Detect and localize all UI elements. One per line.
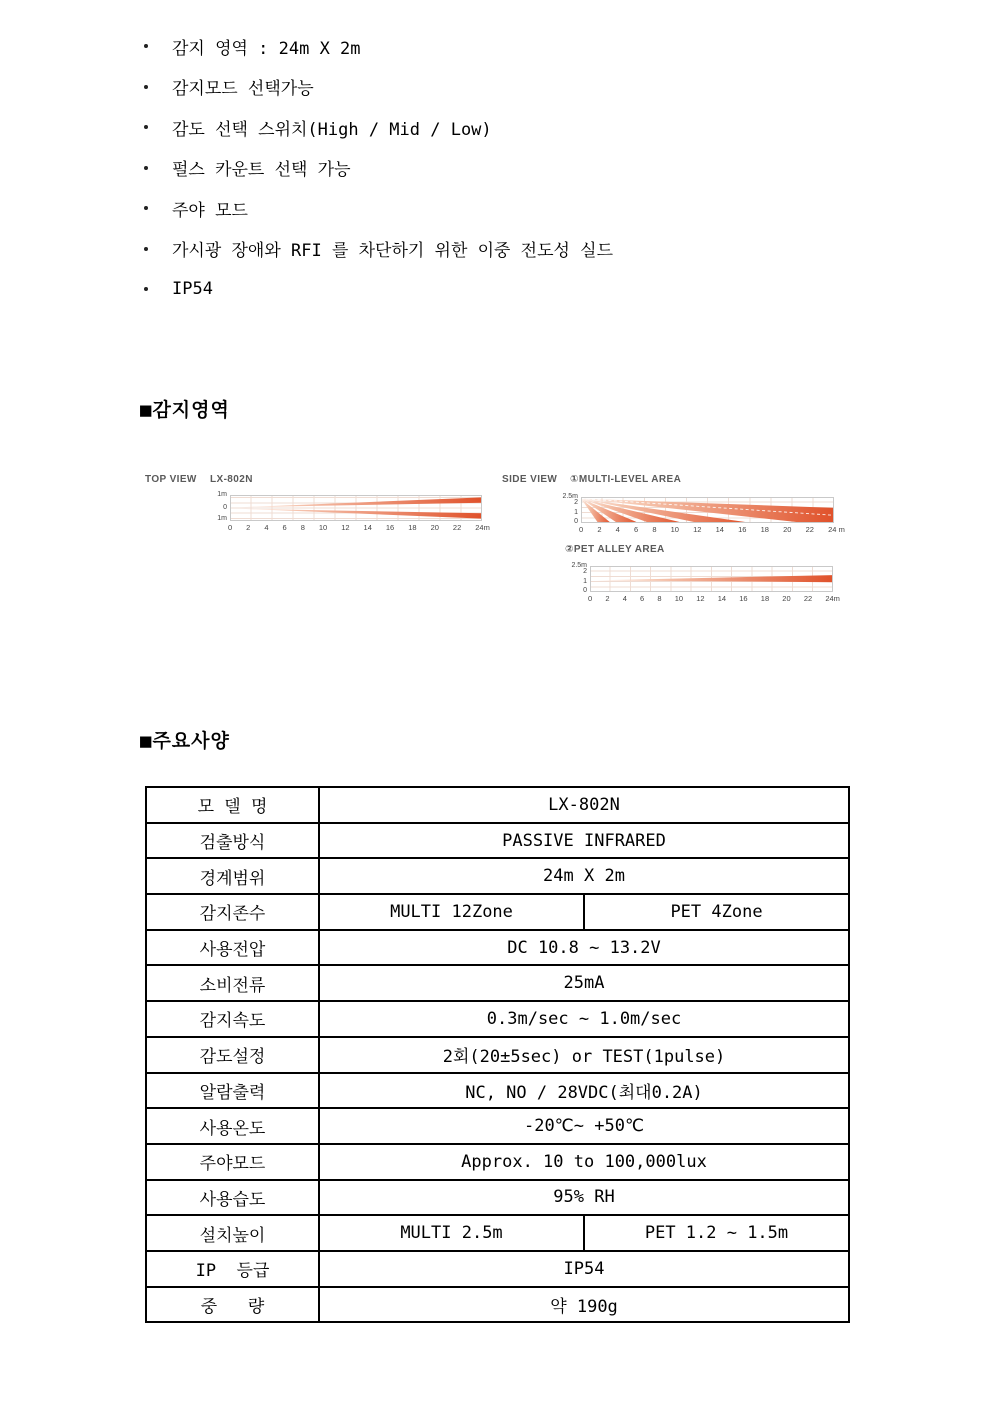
axis-tick: 2 [583,568,587,575]
spec-value: 95% RH [319,1180,849,1216]
spec-value: 2회(20±5sec) or TEST(1pulse) [319,1037,849,1073]
list-item [140,26,840,67]
bullet-icon [144,125,148,129]
spec-value: MULTI 12Zone [319,894,584,930]
table-row [146,787,849,823]
bullet-icon [144,44,148,48]
bullet-icon [144,206,148,210]
axis-tick: 1 [583,578,587,585]
spec-label: 경계범위 [146,858,319,894]
feature-text: 감도 선택 스위치(High / Mid / Low) [172,119,492,140]
section-title-specs: ■주요사양 [140,730,230,752]
list-item [140,107,840,148]
section-title-detection-area: ■감지영역 [140,399,230,421]
table-row [146,1251,849,1287]
bullet-icon [144,247,148,251]
axis-tick: 8 [300,523,305,532]
model-label: LX-802N [210,474,253,485]
axis-tick: 2 [605,594,610,603]
axis-tick: 24m [825,594,840,603]
list-item [140,269,840,310]
spec-label: 감도설정 [146,1037,319,1073]
table-row [146,823,849,859]
axis-tick: 4 [622,594,627,603]
axis-tick: 4 [264,523,269,532]
spec-label: 주야모드 [146,1144,319,1180]
axis-tick: 10 [318,523,328,532]
list-item [140,229,840,270]
multi-level-beam-svg [581,497,834,523]
axis-tick: 22 [803,594,813,603]
axis-tick: 18 [408,523,417,532]
spec-label: 모 델 명 [146,787,319,823]
axis-tick: 1m [217,491,227,498]
spec-value: PET 4Zone [584,894,849,930]
axis-tick: 8 [652,525,657,534]
table-row [146,1144,849,1180]
spec-value: 0.3m/sec ~ 1.0m/sec [319,1001,849,1037]
spec-label: 검출방식 [146,823,319,859]
axis-tick: 10 [670,525,679,534]
pet-alley-chart [571,562,840,603]
table-row [146,1037,849,1073]
axis-tick: 22 [452,523,462,532]
top-view-chart [217,491,490,532]
spec-label: 사용전압 [146,930,319,966]
table-row [146,1287,849,1323]
spec-label: 사용온도 [146,1108,319,1144]
axis-tick: 0 [228,523,233,532]
multi-level-chart [562,493,845,534]
list-item [140,67,840,108]
axis-tick: 16 [738,525,747,534]
axis-tick: 14 [715,525,724,534]
table-row [146,1108,849,1144]
axis-tick: 8 [657,594,662,603]
feature-text: 감지모드 선택가능 [172,79,314,100]
axis-tick: 1m [217,515,227,522]
feature-text: 감지 영역 : 24m X 2m [172,38,361,59]
spec-label: 감지존수 [146,894,319,930]
axis-tick: 14 [363,523,372,532]
axis-tick: 20 [783,525,792,534]
axis-tick: 6 [640,594,645,603]
axis-tick: 1 [574,509,578,516]
spec-value: 25mA [319,965,849,1001]
table-row [146,894,849,930]
axis-tick: 12 [696,594,705,603]
spec-value: -20℃~ +50℃ [319,1108,849,1144]
axis-tick: 18 [760,594,770,603]
spec-value: DC 10.8 ~ 13.2V [319,930,849,966]
spec-label: 알람출력 [146,1073,319,1109]
table-row [146,1001,849,1037]
top-view-label: TOP VIEW [145,474,197,485]
spec-value: IP54 [319,1251,849,1287]
axis-tick: 22 [805,525,814,534]
bullet-icon [144,85,148,89]
table-row [146,1073,849,1109]
axis-tick: 16 [385,523,395,532]
spec-label: 설치높이 [146,1215,319,1251]
axis-tick: 14 [717,594,727,603]
spec-value: Approx. 10 to 100,000lux [319,1144,849,1180]
axis-tick: 24 m [828,525,845,534]
axis-tick: 2 [597,525,602,534]
spec-label: IP 등급 [146,1251,319,1287]
axis-tick: 0 [574,518,578,525]
axis-tick: 4 [615,525,620,534]
bullet-icon [144,287,148,291]
feature-text: IP54 [172,279,213,300]
feature-list [140,26,840,310]
axis-tick: 12 [341,523,350,532]
spec-value: MULTI 2.5m [319,1215,584,1251]
feature-text: 가시광 장애와 RFI 를 차단하기 위한 이중 전도성 실드 [172,241,614,262]
axis-tick: 2 [574,499,578,506]
spec-label: 소비전류 [146,965,319,1001]
side-view-label: SIDE VIEW [502,474,558,485]
table-row [146,930,849,966]
table-row [146,1215,849,1251]
spec-label: 사용습도 [146,1180,319,1216]
spec-label: 감지속도 [146,1001,319,1037]
axis-tick: 20 [430,523,439,532]
axis-tick: 10 [674,594,684,603]
list-item [140,188,840,229]
bullet-icon [144,166,148,170]
axis-tick: 12 [693,525,702,534]
pet-alley-beam-svg [590,566,833,592]
feature-text: 주야 모드 [172,200,248,221]
spec-value: 24m X 2m [319,858,849,894]
spec-label: 중 량 [146,1287,319,1323]
axis-tick: 2 [246,523,251,532]
table-row [146,1180,849,1216]
pet-alley-x-axis [588,594,840,603]
pet-alley-area-label: ②PET ALLEY AREA [565,544,665,555]
axis-tick: 2.5m [571,562,587,569]
spec-table [145,786,850,1323]
multi-level-area-label: ①MULTI-LEVEL AREA [570,474,682,485]
axis-tick: 6 [633,525,639,534]
axis-tick: 20 [782,594,791,603]
axis-tick: 0 [579,525,584,534]
axis-tick: 24m [475,523,490,532]
axis-tick: 2.5m [562,493,578,500]
axis-tick: 0 [583,587,587,594]
feature-text: 펄스 카운트 선택 가능 [172,160,351,181]
table-row [146,858,849,894]
axis-tick: 6 [282,523,287,532]
spec-value: LX-802N [319,787,849,823]
spec-value: NC, NO / 28VDC(최대0.2A) [319,1073,849,1109]
spec-value: 약 190g [319,1287,849,1323]
top-view-x-axis [228,523,490,532]
axis-tick: 16 [739,594,748,603]
table-row [146,965,849,1001]
multi-level-x-axis [579,525,845,534]
spec-value: PET 1.2 ~ 1.5m [584,1215,849,1251]
top-view-beam-svg [230,495,482,521]
axis-tick: 0 [223,504,227,511]
list-item [140,148,840,189]
spec-value: PASSIVE INFRARED [319,823,849,859]
axis-tick: 0 [588,594,593,603]
axis-tick: 18 [760,525,769,534]
